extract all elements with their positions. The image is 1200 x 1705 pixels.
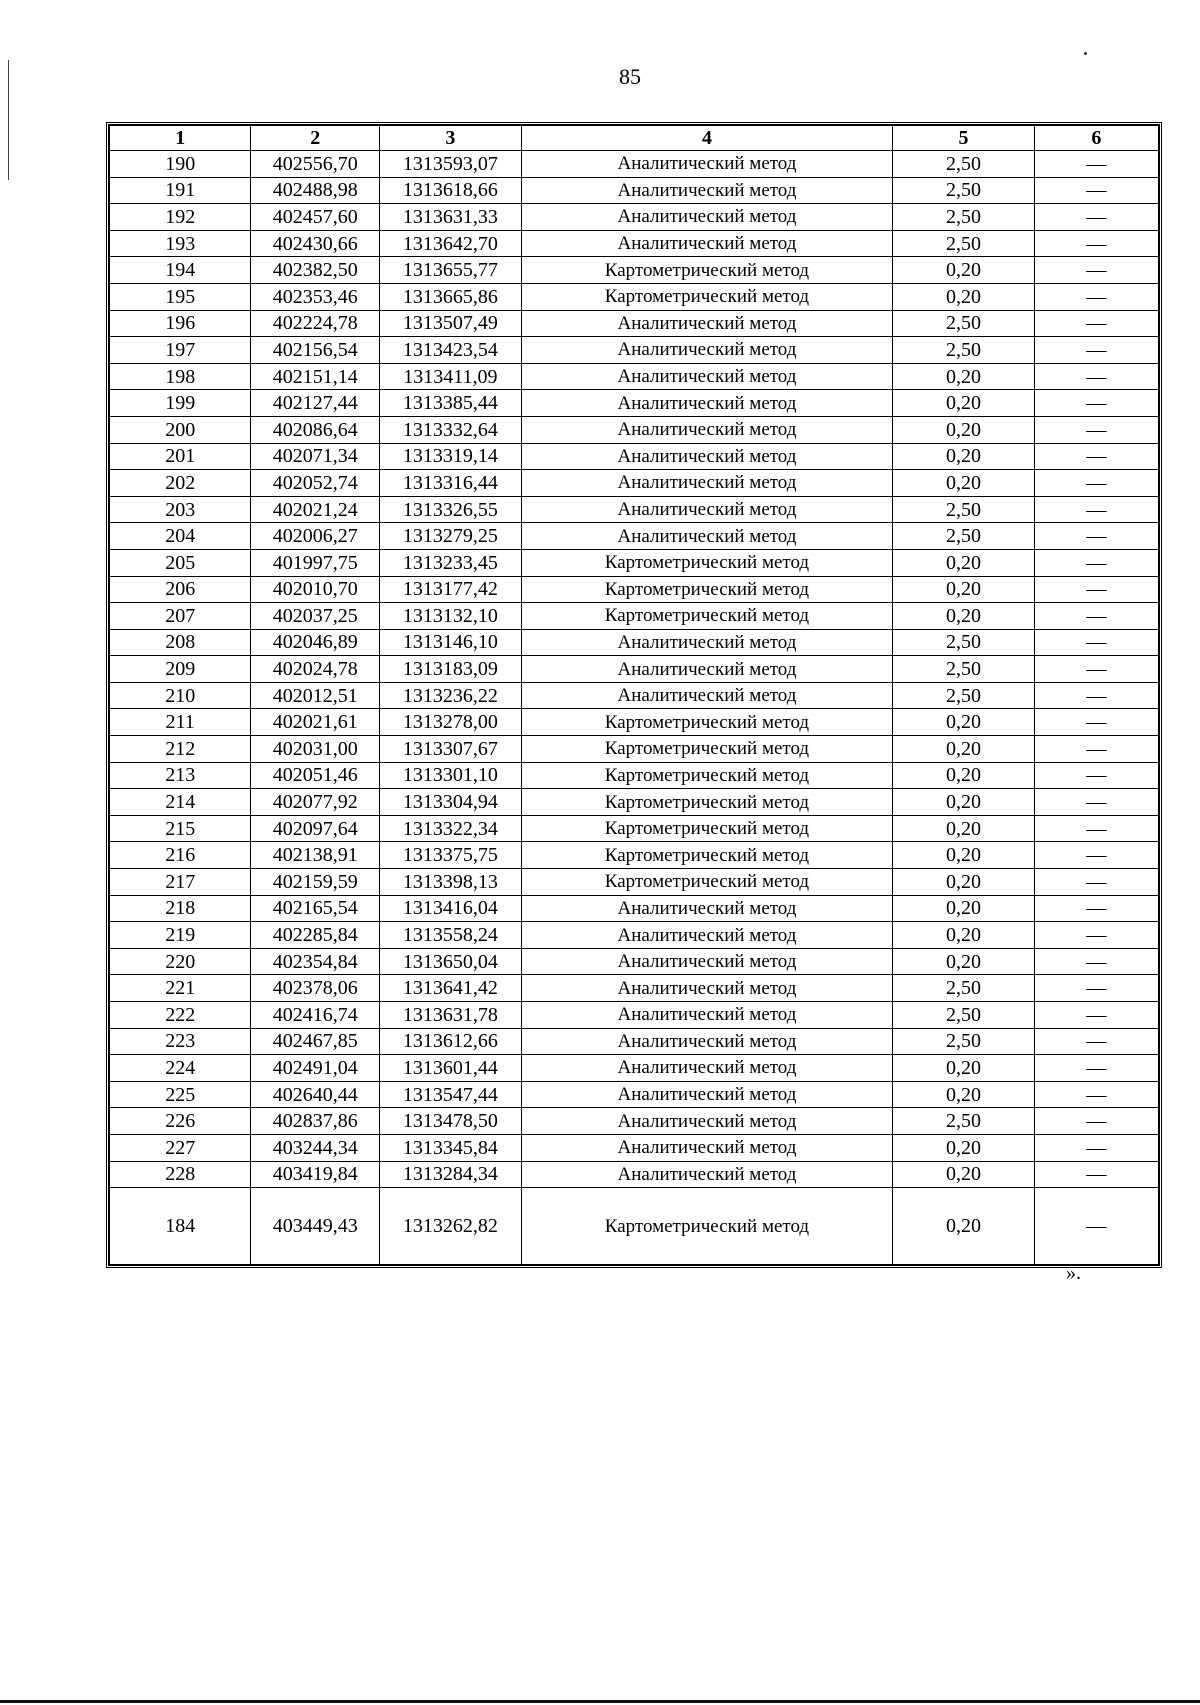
table-row (110, 1028, 1159, 1055)
method-cell: Аналитический метод (521, 1055, 893, 1082)
y-coordinate-cell: 1313301,10 (380, 762, 521, 789)
table-row (110, 1002, 1159, 1029)
method-cell: Аналитический метод (521, 337, 893, 364)
method-cell: Аналитический метод (521, 470, 893, 497)
x-coordinate-cell: 402837,86 (251, 1108, 380, 1135)
point-number-cell: 206 (110, 576, 251, 603)
method-cell: Аналитический метод (521, 1161, 893, 1188)
note-cell: — (1034, 709, 1158, 736)
point-number-cell: 225 (110, 1081, 251, 1108)
x-coordinate-cell: 402378,06 (251, 975, 380, 1002)
table-row (110, 922, 1159, 949)
point-number-cell: 203 (110, 496, 251, 523)
accuracy-cell: 0,20 (893, 283, 1034, 310)
accuracy-cell: 2,50 (893, 204, 1034, 231)
point-number-cell: 209 (110, 656, 251, 683)
accuracy-cell: 2,50 (893, 975, 1034, 1002)
y-coordinate-cell: 1313278,00 (380, 709, 521, 736)
point-number-cell: 190 (110, 151, 251, 178)
accuracy-cell: 0,20 (893, 576, 1034, 603)
accuracy-cell: 0,20 (893, 443, 1034, 470)
note-cell: — (1034, 682, 1158, 709)
x-coordinate-cell: 402556,70 (251, 151, 380, 178)
table-row (110, 789, 1159, 816)
accuracy-cell: 2,50 (893, 230, 1034, 257)
method-cell: Аналитический метод (521, 975, 893, 1002)
point-number-cell: 227 (110, 1134, 251, 1161)
x-coordinate-cell: 402097,64 (251, 815, 380, 842)
coordinates-table-frame (106, 122, 1162, 1268)
table-row (110, 762, 1159, 789)
x-coordinate-cell: 402354,84 (251, 948, 380, 975)
method-cell: Картометрический метод (521, 576, 893, 603)
x-coordinate-cell: 402051,46 (251, 762, 380, 789)
accuracy-cell: 0,20 (893, 1188, 1034, 1265)
table-row (110, 363, 1159, 390)
y-coordinate-cell: 1313326,55 (380, 496, 521, 523)
point-number-cell: 201 (110, 443, 251, 470)
table-row (110, 230, 1159, 257)
table-row (110, 416, 1159, 443)
method-cell: Картометрический метод (521, 1188, 893, 1265)
accuracy-cell: 0,20 (893, 603, 1034, 630)
table-row (110, 549, 1159, 576)
point-number-cell: 210 (110, 682, 251, 709)
note-cell: — (1034, 230, 1158, 257)
accuracy-cell: 2,50 (893, 682, 1034, 709)
point-number-cell: 226 (110, 1108, 251, 1135)
method-cell: Картометрический метод (521, 762, 893, 789)
point-number-cell: 223 (110, 1028, 251, 1055)
accuracy-cell: 0,20 (893, 257, 1034, 284)
y-coordinate-cell: 1313262,82 (380, 1188, 521, 1265)
method-cell: Картометрический метод (521, 603, 893, 630)
point-number-cell: 191 (110, 177, 251, 204)
table-row (110, 815, 1159, 842)
table-row (110, 1188, 1159, 1265)
y-coordinate-cell: 1313319,14 (380, 443, 521, 470)
point-number-cell: 217 (110, 869, 251, 896)
point-number-cell: 220 (110, 948, 251, 975)
note-cell: — (1034, 310, 1158, 337)
point-number-cell: 214 (110, 789, 251, 816)
note-cell: — (1034, 815, 1158, 842)
table-row (110, 975, 1159, 1002)
accuracy-cell: 2,50 (893, 310, 1034, 337)
method-cell: Аналитический метод (521, 523, 893, 550)
y-coordinate-cell: 1313316,44 (380, 470, 521, 497)
note-cell: — (1034, 603, 1158, 630)
y-coordinate-cell: 1313631,33 (380, 204, 521, 231)
y-coordinate-cell: 1313146,10 (380, 629, 521, 656)
method-cell: Аналитический метод (521, 151, 893, 178)
y-coordinate-cell: 1313236,22 (380, 682, 521, 709)
note-cell: — (1034, 1134, 1158, 1161)
method-cell: Аналитический метод (521, 204, 893, 231)
table-row (110, 629, 1159, 656)
x-coordinate-cell: 402457,60 (251, 204, 380, 231)
scan-speck (1084, 52, 1087, 55)
note-cell: — (1034, 789, 1158, 816)
y-coordinate-cell: 1313322,34 (380, 815, 521, 842)
note-cell: — (1034, 895, 1158, 922)
x-coordinate-cell: 402416,74 (251, 1002, 380, 1029)
point-number-cell: 199 (110, 390, 251, 417)
table-row (110, 1108, 1159, 1135)
x-coordinate-cell: 402024,78 (251, 656, 380, 683)
y-coordinate-cell: 1313593,07 (380, 151, 521, 178)
point-number-cell: 211 (110, 709, 251, 736)
method-cell: Аналитический метод (521, 390, 893, 417)
point-number-cell: 196 (110, 310, 251, 337)
point-number-cell: 192 (110, 204, 251, 231)
accuracy-cell: 2,50 (893, 656, 1034, 683)
table-row (110, 283, 1159, 310)
header-cell: 4 (521, 126, 893, 151)
x-coordinate-cell: 402031,00 (251, 736, 380, 763)
y-coordinate-cell: 1313332,64 (380, 416, 521, 443)
accuracy-cell: 2,50 (893, 496, 1034, 523)
point-number-cell: 218 (110, 895, 251, 922)
table-row (110, 948, 1159, 975)
header-cell: 3 (380, 126, 521, 151)
method-cell: Картометрический метод (521, 736, 893, 763)
y-coordinate-cell: 1313655,77 (380, 257, 521, 284)
y-coordinate-cell: 1313547,44 (380, 1081, 521, 1108)
point-number-cell: 184 (110, 1188, 251, 1265)
x-coordinate-cell: 402491,04 (251, 1055, 380, 1082)
x-coordinate-cell: 403419,84 (251, 1161, 380, 1188)
point-number-cell: 207 (110, 603, 251, 630)
x-coordinate-cell: 402127,44 (251, 390, 380, 417)
method-cell: Аналитический метод (521, 230, 893, 257)
note-cell: — (1034, 496, 1158, 523)
x-coordinate-cell: 402077,92 (251, 789, 380, 816)
method-cell: Аналитический метод (521, 922, 893, 949)
point-number-cell: 200 (110, 416, 251, 443)
x-coordinate-cell: 402285,84 (251, 922, 380, 949)
table-row (110, 869, 1159, 896)
note-cell: — (1034, 1188, 1158, 1265)
accuracy-cell: 0,20 (893, 948, 1034, 975)
y-coordinate-cell: 1313233,45 (380, 549, 521, 576)
header-cell: 1 (110, 126, 251, 151)
accuracy-cell: 0,20 (893, 895, 1034, 922)
y-coordinate-cell: 1313416,04 (380, 895, 521, 922)
note-cell: — (1034, 523, 1158, 550)
method-cell: Картометрический метод (521, 815, 893, 842)
x-coordinate-cell: 402430,66 (251, 230, 380, 257)
table-row (110, 257, 1159, 284)
y-coordinate-cell: 1313375,75 (380, 842, 521, 869)
note-cell: — (1034, 629, 1158, 656)
y-coordinate-cell: 1313398,13 (380, 869, 521, 896)
note-cell: — (1034, 1081, 1158, 1108)
accuracy-cell: 2,50 (893, 1028, 1034, 1055)
method-cell: Аналитический метод (521, 1134, 893, 1161)
accuracy-cell: 0,20 (893, 363, 1034, 390)
table-row (110, 709, 1159, 736)
note-cell: — (1034, 151, 1158, 178)
y-coordinate-cell: 1313385,44 (380, 390, 521, 417)
x-coordinate-cell: 402086,64 (251, 416, 380, 443)
y-coordinate-cell: 1313558,24 (380, 922, 521, 949)
accuracy-cell: 2,50 (893, 523, 1034, 550)
note-cell: — (1034, 869, 1158, 896)
x-coordinate-cell: 402151,14 (251, 363, 380, 390)
note-cell: — (1034, 1161, 1158, 1188)
y-coordinate-cell: 1313612,66 (380, 1028, 521, 1055)
table-row (110, 204, 1159, 231)
note-cell: — (1034, 762, 1158, 789)
table-body (110, 151, 1159, 1265)
accuracy-cell: 0,20 (893, 789, 1034, 816)
table-row (110, 736, 1159, 763)
y-coordinate-cell: 1313642,70 (380, 230, 521, 257)
table-row (110, 1134, 1159, 1161)
table-row (110, 1055, 1159, 1082)
method-cell: Аналитический метод (521, 363, 893, 390)
note-cell: — (1034, 736, 1158, 763)
accuracy-cell: 0,20 (893, 709, 1034, 736)
point-number-cell: 197 (110, 337, 251, 364)
table-row (110, 337, 1159, 364)
method-cell: Картометрический метод (521, 789, 893, 816)
note-cell: — (1034, 1002, 1158, 1029)
point-number-cell: 216 (110, 842, 251, 869)
note-cell: — (1034, 842, 1158, 869)
table-row (110, 1081, 1159, 1108)
note-cell: — (1034, 948, 1158, 975)
point-number-cell: 208 (110, 629, 251, 656)
point-number-cell: 224 (110, 1055, 251, 1082)
x-coordinate-cell: 402165,54 (251, 895, 380, 922)
note-cell: — (1034, 257, 1158, 284)
note-cell: — (1034, 337, 1158, 364)
header-cell: 5 (893, 126, 1034, 151)
x-coordinate-cell: 402012,51 (251, 682, 380, 709)
method-cell: Аналитический метод (521, 416, 893, 443)
note-cell: — (1034, 283, 1158, 310)
method-cell: Аналитический метод (521, 1002, 893, 1029)
y-coordinate-cell: 1313307,67 (380, 736, 521, 763)
accuracy-cell: 2,50 (893, 337, 1034, 364)
accuracy-cell: 0,20 (893, 1134, 1034, 1161)
note-cell: — (1034, 363, 1158, 390)
note-cell: — (1034, 576, 1158, 603)
method-cell: Аналитический метод (521, 177, 893, 204)
point-number-cell: 228 (110, 1161, 251, 1188)
y-coordinate-cell: 1313423,54 (380, 337, 521, 364)
x-coordinate-cell: 402046,89 (251, 629, 380, 656)
accuracy-cell: 0,20 (893, 549, 1034, 576)
table-row (110, 656, 1159, 683)
point-number-cell: 219 (110, 922, 251, 949)
header-cell: 6 (1034, 126, 1158, 151)
accuracy-cell: 2,50 (893, 1002, 1034, 1029)
method-cell: Аналитический метод (521, 1108, 893, 1135)
y-coordinate-cell: 1313183,09 (380, 656, 521, 683)
accuracy-cell: 2,50 (893, 629, 1034, 656)
method-cell: Аналитический метод (521, 1081, 893, 1108)
x-coordinate-cell: 402021,61 (251, 709, 380, 736)
note-cell: — (1034, 416, 1158, 443)
accuracy-cell: 2,50 (893, 177, 1034, 204)
table-row (110, 576, 1159, 603)
y-coordinate-cell: 1313650,04 (380, 948, 521, 975)
x-coordinate-cell: 403449,43 (251, 1188, 380, 1265)
method-cell: Картометрический метод (521, 709, 893, 736)
point-number-cell: 198 (110, 363, 251, 390)
accuracy-cell: 0,20 (893, 736, 1034, 763)
accuracy-cell: 0,20 (893, 416, 1034, 443)
table-row (110, 177, 1159, 204)
y-coordinate-cell: 1313478,50 (380, 1108, 521, 1135)
note-cell: — (1034, 443, 1158, 470)
x-coordinate-cell: 402488,98 (251, 177, 380, 204)
method-cell: Аналитический метод (521, 443, 893, 470)
x-coordinate-cell: 402224,78 (251, 310, 380, 337)
table-row (110, 310, 1159, 337)
point-number-cell: 212 (110, 736, 251, 763)
method-cell: Аналитический метод (521, 682, 893, 709)
accuracy-cell: 0,20 (893, 762, 1034, 789)
accuracy-cell: 0,20 (893, 922, 1034, 949)
note-cell: — (1034, 975, 1158, 1002)
table-row (110, 895, 1159, 922)
table-row (110, 390, 1159, 417)
y-coordinate-cell: 1313601,44 (380, 1055, 521, 1082)
y-coordinate-cell: 1313507,49 (380, 310, 521, 337)
y-coordinate-cell: 1313304,94 (380, 789, 521, 816)
table-row (110, 151, 1159, 178)
note-cell: — (1034, 549, 1158, 576)
page-number: 85 (619, 64, 641, 89)
header-cell: 2 (251, 126, 380, 151)
note-cell: — (1034, 1028, 1158, 1055)
method-cell: Аналитический метод (521, 629, 893, 656)
accuracy-cell: 2,50 (893, 151, 1034, 178)
point-number-cell: 213 (110, 762, 251, 789)
table-row (110, 523, 1159, 550)
table-row (110, 682, 1159, 709)
method-cell: Картометрический метод (521, 283, 893, 310)
note-cell: — (1034, 470, 1158, 497)
point-number-cell: 194 (110, 257, 251, 284)
y-coordinate-cell: 1313631,78 (380, 1002, 521, 1029)
method-cell: Картометрический метод (521, 869, 893, 896)
point-number-cell: 221 (110, 975, 251, 1002)
accuracy-cell: 0,20 (893, 1055, 1034, 1082)
point-number-cell: 204 (110, 523, 251, 550)
accuracy-cell: 0,20 (893, 470, 1034, 497)
y-coordinate-cell: 1313665,86 (380, 283, 521, 310)
y-coordinate-cell: 1313618,66 (380, 177, 521, 204)
x-coordinate-cell: 403244,34 (251, 1134, 380, 1161)
table-header-row (110, 126, 1159, 151)
x-coordinate-cell: 402467,85 (251, 1028, 380, 1055)
note-cell: — (1034, 656, 1158, 683)
note-cell: — (1034, 922, 1158, 949)
note-cell: — (1034, 390, 1158, 417)
point-number-cell: 222 (110, 1002, 251, 1029)
point-number-cell: 195 (110, 283, 251, 310)
point-number-cell: 205 (110, 549, 251, 576)
accuracy-cell: 0,20 (893, 1081, 1034, 1108)
point-number-cell: 193 (110, 230, 251, 257)
y-coordinate-cell: 1313345,84 (380, 1134, 521, 1161)
accuracy-cell: 0,20 (893, 869, 1034, 896)
accuracy-cell: 0,20 (893, 842, 1034, 869)
x-coordinate-cell: 402156,54 (251, 337, 380, 364)
method-cell: Аналитический метод (521, 1028, 893, 1055)
table-row (110, 1161, 1159, 1188)
x-coordinate-cell: 402071,34 (251, 443, 380, 470)
table-row (110, 603, 1159, 630)
y-coordinate-cell: 1313279,25 (380, 523, 521, 550)
closing-quote-mark: ». (1066, 1262, 1081, 1284)
method-cell: Аналитический метод (521, 496, 893, 523)
x-coordinate-cell: 402006,27 (251, 523, 380, 550)
accuracy-cell: 0,20 (893, 1161, 1034, 1188)
accuracy-cell: 0,20 (893, 815, 1034, 842)
x-coordinate-cell: 402021,24 (251, 496, 380, 523)
x-coordinate-cell: 402037,25 (251, 603, 380, 630)
method-cell: Аналитический метод (521, 310, 893, 337)
accuracy-cell: 0,20 (893, 390, 1034, 417)
method-cell: Картометрический метод (521, 842, 893, 869)
table-row (110, 443, 1159, 470)
y-coordinate-cell: 1313641,42 (380, 975, 521, 1002)
x-coordinate-cell: 402640,44 (251, 1081, 380, 1108)
x-coordinate-cell: 402138,91 (251, 842, 380, 869)
table-row (110, 842, 1159, 869)
note-cell: — (1034, 1055, 1158, 1082)
method-cell: Аналитический метод (521, 895, 893, 922)
point-number-cell: 215 (110, 815, 251, 842)
scan-bottom-edge (0, 1700, 1200, 1703)
method-cell: Аналитический метод (521, 656, 893, 683)
y-coordinate-cell: 1313177,42 (380, 576, 521, 603)
coordinates-table (109, 125, 1159, 1265)
method-cell: Аналитический метод (521, 948, 893, 975)
method-cell: Картометрический метод (521, 257, 893, 284)
y-coordinate-cell: 1313284,34 (380, 1161, 521, 1188)
x-coordinate-cell: 402010,70 (251, 576, 380, 603)
table-row (110, 470, 1159, 497)
note-cell: — (1034, 177, 1158, 204)
accuracy-cell: 2,50 (893, 1108, 1034, 1135)
x-coordinate-cell: 402353,46 (251, 283, 380, 310)
note-cell: — (1034, 1108, 1158, 1135)
x-coordinate-cell: 402052,74 (251, 470, 380, 497)
note-cell: — (1034, 204, 1158, 231)
y-coordinate-cell: 1313411,09 (380, 363, 521, 390)
table-row (110, 496, 1159, 523)
point-number-cell: 202 (110, 470, 251, 497)
x-coordinate-cell: 402159,59 (251, 869, 380, 896)
x-coordinate-cell: 401997,75 (251, 549, 380, 576)
method-cell: Картометрический метод (521, 549, 893, 576)
x-coordinate-cell: 402382,50 (251, 257, 380, 284)
y-coordinate-cell: 1313132,10 (380, 603, 521, 630)
